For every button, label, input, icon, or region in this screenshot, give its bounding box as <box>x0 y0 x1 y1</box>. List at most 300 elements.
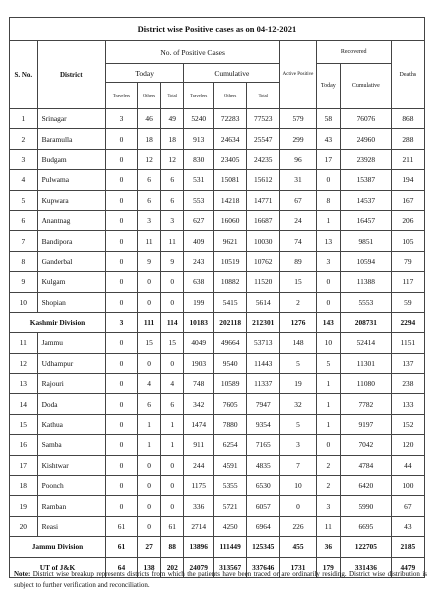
table-cell: 627 <box>184 210 214 230</box>
table-cell: 0 <box>105 374 137 394</box>
table-cell: 5721 <box>214 496 247 516</box>
table-cell: 0 <box>105 414 137 434</box>
table-cell: 67 <box>391 496 424 516</box>
table-cell: 313567 <box>214 557 247 577</box>
table-cell: 0 <box>161 476 184 496</box>
table-cell: 61 <box>161 516 184 536</box>
table-cell: 243 <box>184 251 214 271</box>
table-cell: 6057 <box>247 496 280 516</box>
table-cell: 11 <box>161 231 184 251</box>
table-cell: 194 <box>391 170 424 190</box>
table-cell: 0 <box>137 476 160 496</box>
table-cell: 7165 <box>247 435 280 455</box>
table-cell: 7880 <box>214 414 247 434</box>
table-cell: 299 <box>280 129 316 149</box>
table-cell: 152 <box>391 414 424 434</box>
table-row <box>10 496 425 516</box>
serial-number: 1 <box>10 109 38 129</box>
table-cell: 3 <box>316 496 340 516</box>
table-cell: 0 <box>137 455 160 475</box>
table-cell: 4 <box>137 374 160 394</box>
table-cell: 206 <box>391 210 424 230</box>
serial-number: 6 <box>10 210 38 230</box>
serial-number: 17 <box>10 455 38 475</box>
table-cell: 0 <box>105 292 137 312</box>
table-cell: 0 <box>105 272 137 292</box>
table-cell: 336 <box>184 496 214 516</box>
table-cell: 31 <box>280 170 316 190</box>
cumulative-travelers-header: Travelers <box>184 83 214 109</box>
table-cell: 211 <box>391 149 424 169</box>
serial-number: 10 <box>10 292 38 312</box>
serial-number: 2 <box>10 129 38 149</box>
table-row <box>10 231 425 251</box>
table-cell: 0 <box>105 496 137 516</box>
table-cell: 2 <box>316 476 340 496</box>
table-cell: 16060 <box>214 210 247 230</box>
district-name: Ganderbal <box>37 251 105 271</box>
district-name: Budgam <box>37 149 105 169</box>
table-cell: 1 <box>137 435 160 455</box>
table-cell: 11080 <box>340 374 391 394</box>
recovered-header: Recovered <box>316 41 391 64</box>
table-cell: 111449 <box>214 537 247 557</box>
table-cell: 6 <box>137 394 160 414</box>
table-cell: 17 <box>316 149 340 169</box>
serial-number: 9 <box>10 272 38 292</box>
table-cell: 1731 <box>280 557 316 577</box>
table-cell: 10 <box>316 333 340 353</box>
table-cell: 79 <box>391 251 424 271</box>
table-cell: 208731 <box>340 312 391 332</box>
today-travelers-header: Travelers <box>105 83 137 109</box>
table-cell: 455 <box>280 537 316 557</box>
table-cell: 133 <box>391 394 424 414</box>
table-cell: 61 <box>105 516 137 536</box>
table-cell: 137 <box>391 353 424 373</box>
table-cell: 36 <box>316 537 340 557</box>
cases-table-body <box>10 109 425 578</box>
table-cell: 11 <box>137 231 160 251</box>
table-cell: 46 <box>137 109 160 129</box>
table-cell: 212301 <box>247 312 280 332</box>
table-cell: 43 <box>316 129 340 149</box>
table-cell: 4835 <box>247 455 280 475</box>
table-cell: 15612 <box>247 170 280 190</box>
serial-number: 19 <box>10 496 38 516</box>
table-cell: 913 <box>184 129 214 149</box>
serial-number: 14 <box>10 394 38 414</box>
table-cell: 10 <box>280 476 316 496</box>
note-text: District wise breakup represents districts from which the patients have been traced or are ordinarily residing. District wise distribution is subject to further verification and reconciliation. <box>14 570 427 589</box>
kashmir-division-total-row <box>10 312 425 332</box>
table-cell: 74 <box>280 231 316 251</box>
table-row <box>10 129 425 149</box>
table-cell: 0 <box>316 170 340 190</box>
table-cell: 0 <box>137 292 160 312</box>
table-cell: 337646 <box>247 557 280 577</box>
table-row <box>10 455 425 475</box>
table-cell: 138 <box>137 557 160 577</box>
district-name: Kulgam <box>37 272 105 292</box>
table-cell: 1276 <box>280 312 316 332</box>
table-row <box>10 414 425 434</box>
table-cell: 3 <box>161 210 184 230</box>
table-cell: 2185 <box>391 537 424 557</box>
table-cell: 7042 <box>340 435 391 455</box>
table-cell: 0 <box>137 353 160 373</box>
table-cell: 0 <box>280 496 316 516</box>
table-cell: 9 <box>161 251 184 271</box>
table-cell: 5614 <box>247 292 280 312</box>
table-cell: 0 <box>316 272 340 292</box>
table-cell: 4479 <box>391 557 424 577</box>
table-cell: 0 <box>161 353 184 373</box>
table-cell: 179 <box>316 557 340 577</box>
table-cell: 553 <box>184 190 214 210</box>
table-cell: 0 <box>137 516 160 536</box>
table-row <box>10 210 425 230</box>
jammu-division-total-row <box>10 537 425 557</box>
table-row <box>10 516 425 536</box>
table-cell: 15387 <box>340 170 391 190</box>
table-cell: 0 <box>161 292 184 312</box>
table-cell: 10882 <box>214 272 247 292</box>
today-header: Today <box>105 64 183 83</box>
table-cell: 7947 <box>247 394 280 414</box>
table-cell: 9354 <box>247 414 280 434</box>
table-cell: 13896 <box>184 537 214 557</box>
table-cell: 2 <box>280 292 316 312</box>
serial-number: 15 <box>10 414 38 434</box>
table-cell: 6420 <box>340 476 391 496</box>
serial-number: 13 <box>10 374 38 394</box>
table-cell: 531 <box>184 170 214 190</box>
table-cell: 9197 <box>340 414 391 434</box>
table-cell: 4049 <box>184 333 214 353</box>
table-cell: 27 <box>137 537 160 557</box>
table-cell: 6964 <box>247 516 280 536</box>
serial-number: 20 <box>10 516 38 536</box>
table-cell: 23928 <box>340 149 391 169</box>
table-cell: 0 <box>105 129 137 149</box>
positive-cases-header: No. of Positive Cases <box>105 41 279 64</box>
table-cell: 0 <box>105 455 137 475</box>
table-cell: 58 <box>316 109 340 129</box>
table-cell: 6 <box>137 190 160 210</box>
table-cell: 122705 <box>340 537 391 557</box>
table-cell: 5 <box>280 414 316 434</box>
table-cell: 0 <box>161 272 184 292</box>
table-cell: 10030 <box>247 231 280 251</box>
cumulative-total-header: Total <box>247 83 280 109</box>
table-cell: 10589 <box>214 374 247 394</box>
table-title: District wise Positive cases as on 04-12-2021 <box>10 18 425 41</box>
table-cell: 0 <box>105 210 137 230</box>
table-cell: 6695 <box>340 516 391 536</box>
serial-number: 4 <box>10 170 38 190</box>
district-name: Udhampur <box>37 353 105 373</box>
table-cell: 409 <box>184 231 214 251</box>
table-cell: 244 <box>184 455 214 475</box>
table-cell: 7782 <box>340 394 391 414</box>
table-cell: 3 <box>105 109 137 129</box>
table-cell: 331436 <box>340 557 391 577</box>
table-cell: 105 <box>391 231 424 251</box>
table-cell: 9621 <box>214 231 247 251</box>
table-cell: 11337 <box>247 374 280 394</box>
today-others-header: Others <box>137 83 160 109</box>
cumulative-others-header: Others <box>214 83 247 109</box>
district-name: Ramban <box>37 496 105 516</box>
table-cell: 14537 <box>340 190 391 210</box>
table-row <box>10 394 425 414</box>
district-name: Samba <box>37 435 105 455</box>
table-cell: 7605 <box>214 394 247 414</box>
table-row <box>10 251 425 271</box>
district-name: Srinagar <box>37 109 105 129</box>
table-cell: 1 <box>316 394 340 414</box>
district-name: Bandipora <box>37 231 105 251</box>
table-cell: 23405 <box>214 149 247 169</box>
table-cell: 114 <box>161 312 184 332</box>
table-cell: 830 <box>184 149 214 169</box>
serial-number: 5 <box>10 190 38 210</box>
table-cell: 24634 <box>214 129 247 149</box>
table-cell: 143 <box>316 312 340 332</box>
table-cell: 202 <box>161 557 184 577</box>
table-cell: 7 <box>280 455 316 475</box>
table-cell: 9851 <box>340 231 391 251</box>
district-name: Baramulla <box>37 129 105 149</box>
cumulative-header: Cumulative <box>184 64 280 83</box>
table-cell: 16457 <box>340 210 391 230</box>
table-cell: 1 <box>316 414 340 434</box>
table-cell: 15 <box>161 333 184 353</box>
serial-number: 18 <box>10 476 38 496</box>
table-cell: 6 <box>161 190 184 210</box>
table-cell: 12 <box>161 149 184 169</box>
table-cell: 10183 <box>184 312 214 332</box>
table-cell: 64 <box>105 557 137 577</box>
table-cell: 8 <box>316 190 340 210</box>
district-name: Doda <box>37 394 105 414</box>
table-cell: 2714 <box>184 516 214 536</box>
table-cell: 100 <box>391 476 424 496</box>
district-name: Kupwara <box>37 190 105 210</box>
recovered-today-header: Today <box>316 64 340 109</box>
district-name: Kathua <box>37 414 105 434</box>
table-cell: 0 <box>316 435 340 455</box>
table-cell: 10594 <box>340 251 391 271</box>
table-cell: 24960 <box>340 129 391 149</box>
table-cell: 6254 <box>214 435 247 455</box>
table-cell: 111 <box>137 312 160 332</box>
table-cell: 6 <box>161 170 184 190</box>
table-cell: 342 <box>184 394 214 414</box>
table-cell: 9 <box>137 251 160 271</box>
table-cell: 1151 <box>391 333 424 353</box>
serial-number: 8 <box>10 251 38 271</box>
table-cell: 25547 <box>247 129 280 149</box>
table-row <box>10 190 425 210</box>
table-cell: 49 <box>161 109 184 129</box>
serial-number: 16 <box>10 435 38 455</box>
table-cell: 1 <box>316 210 340 230</box>
table-cell: 59 <box>391 292 424 312</box>
table-cell: 120 <box>391 435 424 455</box>
table-row <box>10 333 425 353</box>
table-cell: 4 <box>161 374 184 394</box>
table-cell: 0 <box>316 292 340 312</box>
table-row <box>10 353 425 373</box>
table-cell: 32 <box>280 394 316 414</box>
today-total-header: Total <box>161 83 184 109</box>
serial-number: 11 <box>10 333 38 353</box>
table-cell: 5 <box>280 353 316 373</box>
table-cell: 0 <box>105 149 137 169</box>
district-name: Jammu <box>37 333 105 353</box>
recovered-cumulative-header: Cumulative <box>340 64 391 109</box>
table-row <box>10 292 425 312</box>
table-cell: 5990 <box>340 496 391 516</box>
table-cell: 638 <box>184 272 214 292</box>
deaths-header: Deaths <box>391 41 424 109</box>
table-cell: 16687 <box>247 210 280 230</box>
table-cell: 1474 <box>184 414 214 434</box>
table-cell: 10519 <box>214 251 247 271</box>
table-cell: 0 <box>137 496 160 516</box>
table-cell: 10762 <box>247 251 280 271</box>
table-cell: 0 <box>105 190 137 210</box>
table-cell: 14218 <box>214 190 247 210</box>
table-cell: 5415 <box>214 292 247 312</box>
table-cell: 3 <box>105 312 137 332</box>
table-cell: 1 <box>161 435 184 455</box>
table-cell: 88 <box>161 537 184 557</box>
table-cell: 6 <box>137 170 160 190</box>
table-cell: 24235 <box>247 149 280 169</box>
table-row <box>10 476 425 496</box>
table-cell: 1 <box>161 414 184 434</box>
table-cell: 4784 <box>340 455 391 475</box>
table-cell: 748 <box>184 374 214 394</box>
table-cell: 11443 <box>247 353 280 373</box>
table-row <box>10 374 425 394</box>
table-row <box>10 109 425 129</box>
table-cell: 2294 <box>391 312 424 332</box>
table-cell: 13 <box>316 231 340 251</box>
table-cell: 1903 <box>184 353 214 373</box>
serial-number: 3 <box>10 149 38 169</box>
table-cell: 49664 <box>214 333 247 353</box>
table-cell: 89 <box>280 251 316 271</box>
table-cell: 5 <box>316 353 340 373</box>
table-cell: 2 <box>316 455 340 475</box>
table-cell: 3 <box>137 210 160 230</box>
table-cell: 5553 <box>340 292 391 312</box>
note-label: Note: <box>14 570 31 578</box>
table-cell: 24079 <box>184 557 214 577</box>
table-cell: 15 <box>280 272 316 292</box>
table-cell: 18 <box>161 129 184 149</box>
table-cell: 202118 <box>214 312 247 332</box>
table-cell: 96 <box>280 149 316 169</box>
table-cell: 868 <box>391 109 424 129</box>
table-cell: 288 <box>391 129 424 149</box>
district-name: Reasi <box>37 516 105 536</box>
sno-header: S. No. <box>10 41 38 109</box>
table-cell: 67 <box>280 190 316 210</box>
cases-sheet <box>9 17 425 578</box>
table-cell: 911 <box>184 435 214 455</box>
table-cell: 12 <box>137 149 160 169</box>
district-name: Kishtwar <box>37 455 105 475</box>
table-cell: 11301 <box>340 353 391 373</box>
table-cell: 5240 <box>184 109 214 129</box>
table-cell: 0 <box>105 170 137 190</box>
district-name: Shopian <box>37 292 105 312</box>
table-cell: 0 <box>137 272 160 292</box>
table-cell: 61 <box>105 537 137 557</box>
cases-table <box>9 17 425 578</box>
table-cell: 43 <box>391 516 424 536</box>
division-label: Jammu Division <box>10 537 106 557</box>
table-row <box>10 149 425 169</box>
table-cell: 11388 <box>340 272 391 292</box>
serial-number: 7 <box>10 231 38 251</box>
table-row <box>10 272 425 292</box>
footnote <box>14 569 427 590</box>
table-cell: 148 <box>280 333 316 353</box>
table-cell: 0 <box>105 353 137 373</box>
district-name: Poonch <box>37 476 105 496</box>
table-cell: 0 <box>161 455 184 475</box>
table-cell: 167 <box>391 190 424 210</box>
active-positive-header: Active Positive <box>280 41 316 109</box>
table-cell: 5355 <box>214 476 247 496</box>
table-cell: 579 <box>280 109 316 129</box>
district-header: District <box>37 41 105 109</box>
table-cell: 18 <box>137 129 160 149</box>
table-cell: 15 <box>137 333 160 353</box>
table-cell: 0 <box>105 476 137 496</box>
table-cell: 0 <box>105 333 137 353</box>
table-cell: 226 <box>280 516 316 536</box>
table-cell: 0 <box>161 496 184 516</box>
table-cell: 0 <box>105 435 137 455</box>
serial-number: 12 <box>10 353 38 373</box>
district-name: Rajouri <box>37 374 105 394</box>
district-name: Pulwama <box>37 170 105 190</box>
table-cell: 15081 <box>214 170 247 190</box>
district-name: Anantnag <box>37 210 105 230</box>
table-cell: 77523 <box>247 109 280 129</box>
table-cell: 24 <box>280 210 316 230</box>
table-row <box>10 435 425 455</box>
table-cell: 11520 <box>247 272 280 292</box>
table-cell: 238 <box>391 374 424 394</box>
table-cell: 199 <box>184 292 214 312</box>
division-label: Kashmir Division <box>10 312 106 332</box>
table-cell: 19 <box>280 374 316 394</box>
table-cell: 76076 <box>340 109 391 129</box>
table-cell: 0 <box>105 231 137 251</box>
table-cell: 117 <box>391 272 424 292</box>
table-cell: 14771 <box>247 190 280 210</box>
table-cell: 1175 <box>184 476 214 496</box>
table-cell: 11 <box>316 516 340 536</box>
